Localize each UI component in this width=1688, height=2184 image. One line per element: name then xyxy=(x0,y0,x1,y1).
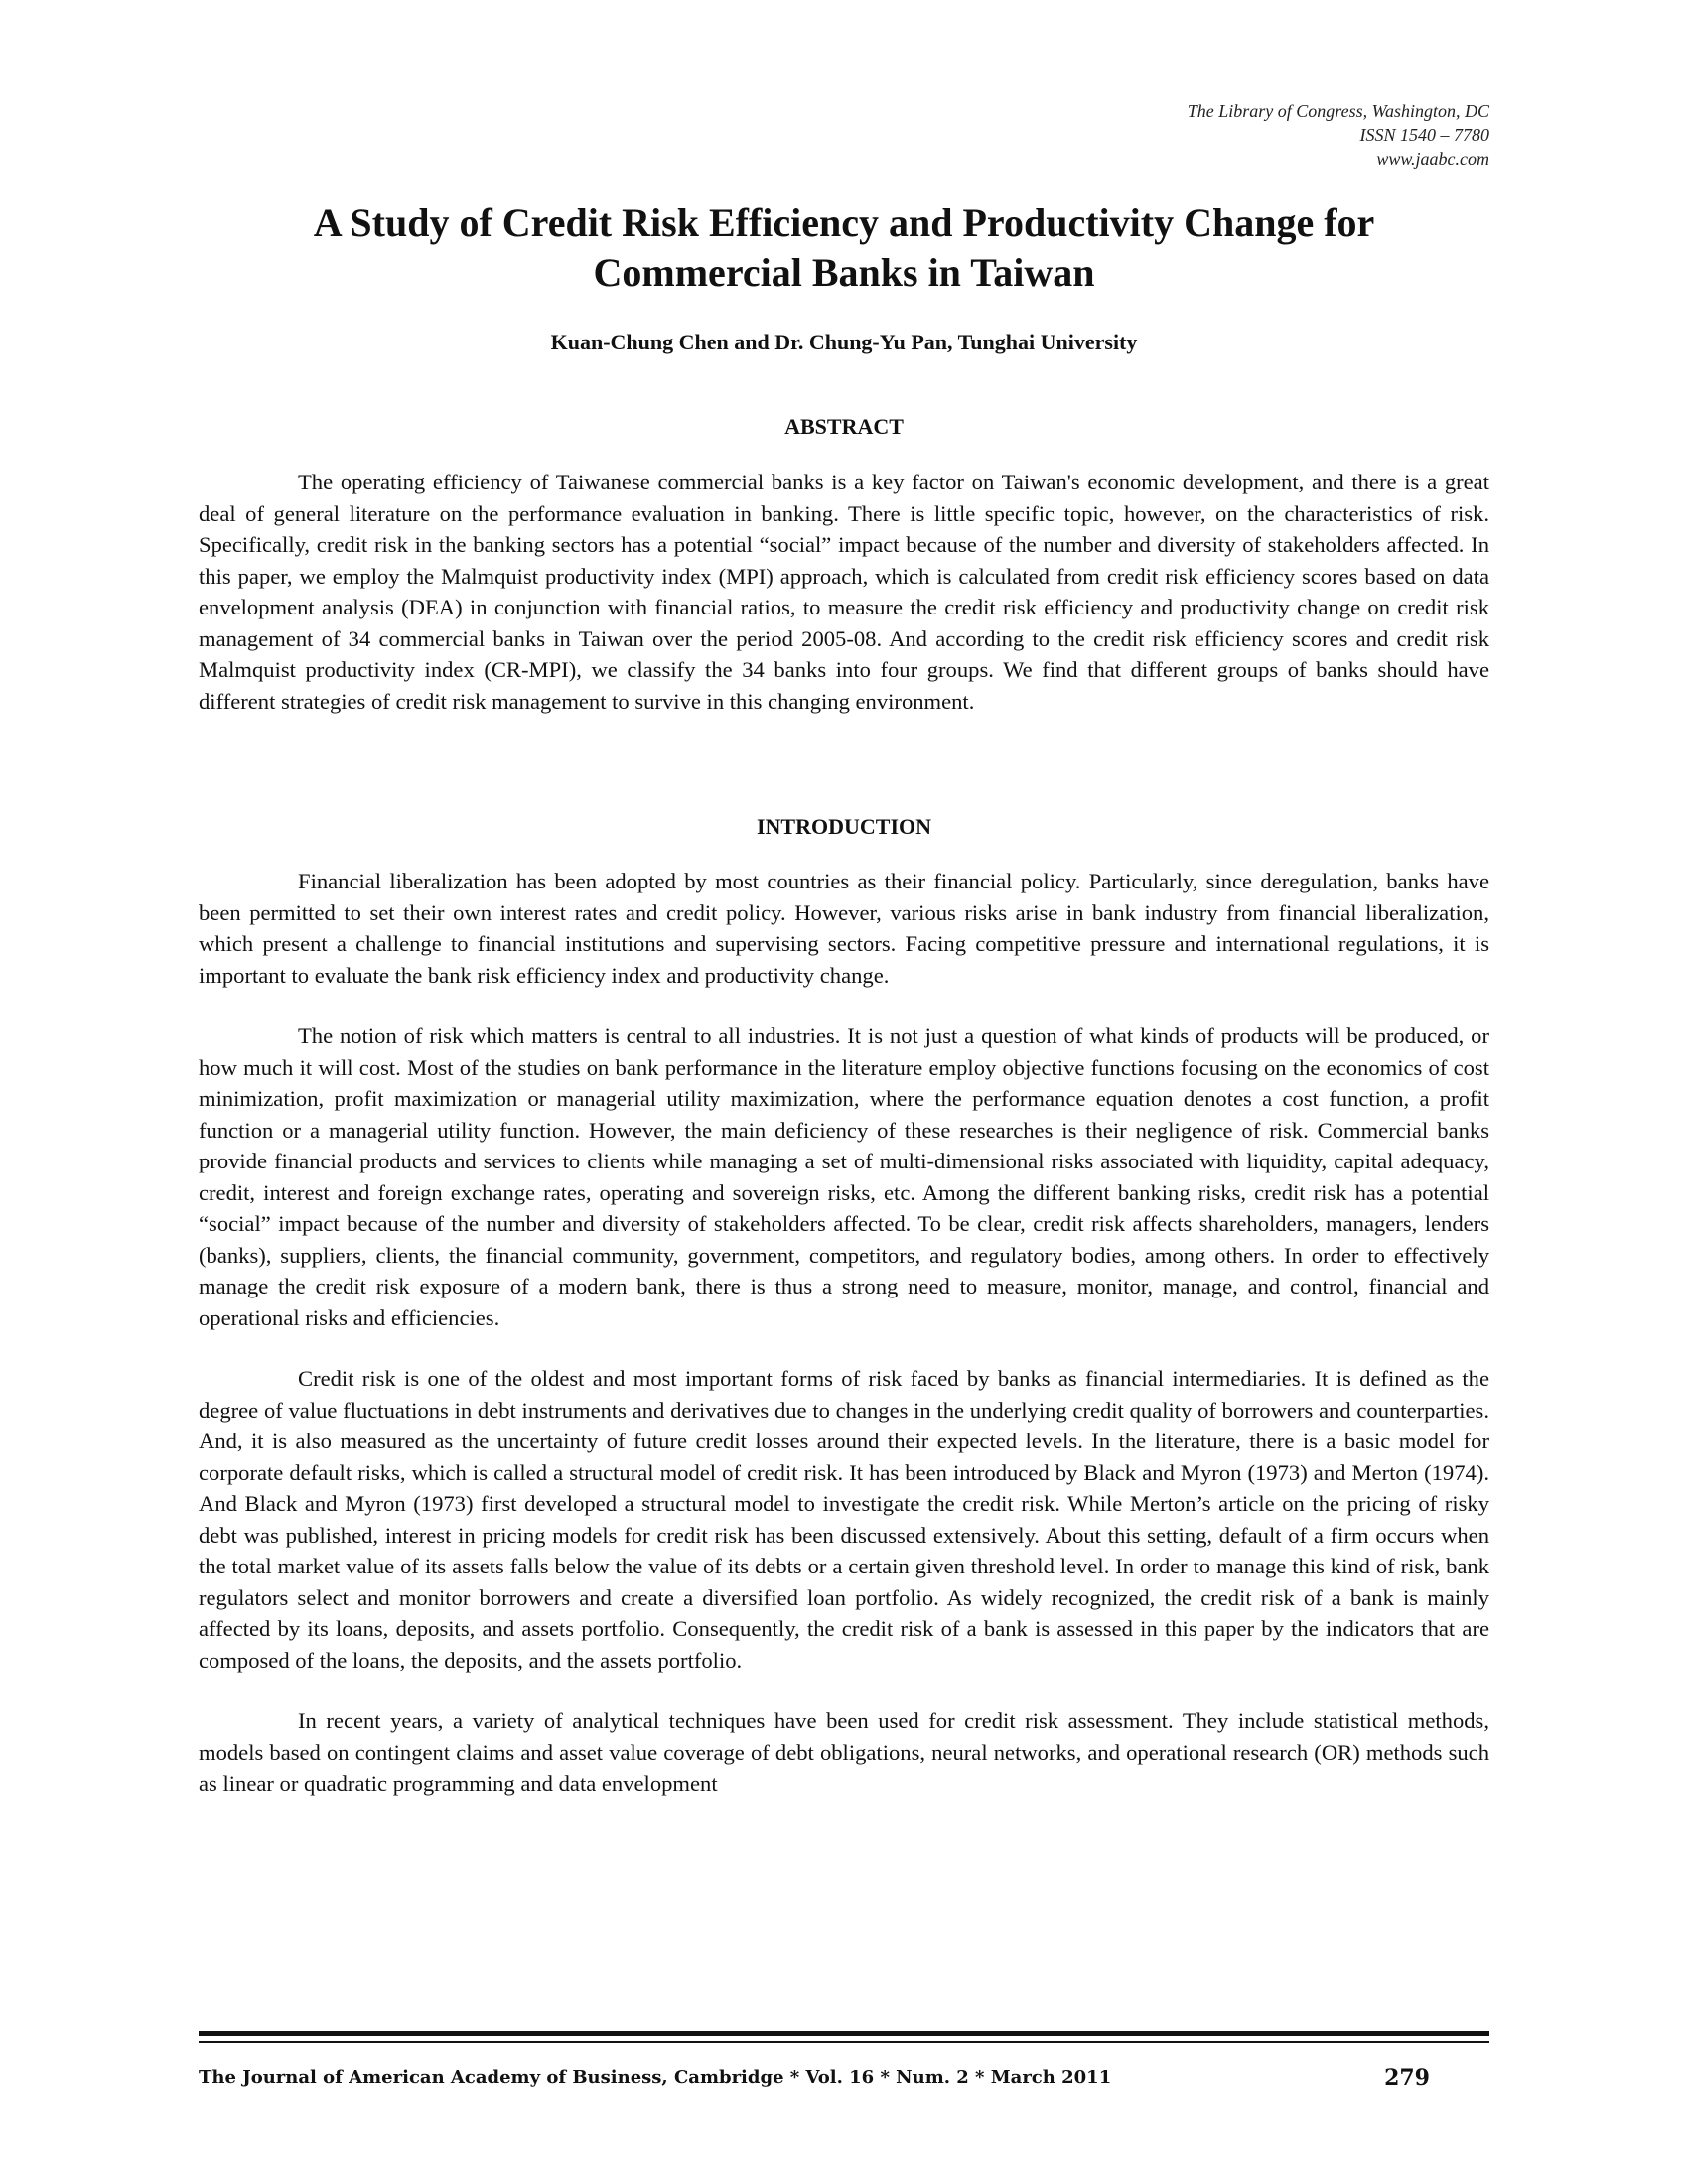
intro-paragraph-1: Financial liberalization has been adopted by most countries as their financial policy. Particularly, since deregulation, banks have been permitted to set their own interest rates and credit policy. However, various risks arise in bank industry from financial liberalization, which present a challenge to financial institutions and supervising sectors. Facing competitive pressure and international regulations, it is important to evaluate the bank risk efficiency index and productivity change. xyxy=(199,869,1489,988)
header-issn: ISSN 1540 – 7780 xyxy=(1359,125,1489,145)
header-website: www.jaabc.com xyxy=(1376,149,1489,169)
abstract-section xyxy=(199,467,1489,717)
intro-paragraph-2: The notion of risk which matters is central to all industries. It is not just a question of what kinds of products will be produced, or how much it will cost. Most of the studies on bank performance in the literature employ objective functions focusing on the economics of cost minimization, profit maximization or managerial utility maximization, where the performance equation denotes a cost function, a profit function or a managerial utility function. However, the main deficiency of these researches is their negligence of risk. Commercial banks provide financial products and services to clients while managing a set of multi-dimensional risks associated with liquidity, capital adequacy, credit, interest and foreign exchange rates, operating and sovereign risks, etc. Among the different banking risks, credit risk has a potential “social” impact because of the number and diversity of stakeholders affected. To be clear, credit risk affects shareholders, managers, lenders (banks), suppliers, clients, the financial community, government, competitors, and regulatory bodies, among others. In order to effectively manage the credit risk exposure of a modern bank, there is thus a strong need to measure, monitor, manage, and control, financial and operational risks and efficiencies. xyxy=(199,1024,1489,1330)
introduction-section xyxy=(199,866,1489,1800)
running-footer xyxy=(199,2065,1430,2091)
author-line: Kuan-Chung Chen and Dr. Chung-Yu Pan, Tunghai University xyxy=(550,330,1138,354)
abstract-heading: ABSTRACT xyxy=(784,414,904,439)
footer-journal: The Journal of American Academy of Business, Cambridge * Vol. 16 * Num. 2 * March 2011 xyxy=(199,2067,1112,2088)
title-line-2: Commercial Banks in Taiwan xyxy=(593,250,1095,295)
intro-paragraph-4: In recent years, a variety of analytical techniques have been used for credit risk assessment. They include statistical methods, models based on contingent claims and asset value coverage of debt obligations, neural networks, and operational research (OR) methods such as linear or quadratic programming and data envelopment xyxy=(199,1708,1489,1796)
paper-title xyxy=(199,199,1489,298)
paper-page xyxy=(199,0,1489,2184)
abstract-paragraph: The operating efficiency of Taiwanese commercial banks is a key factor on Taiwan's economic development, and there is a great deal of general literature on the performance evaluation in banking. There is little specific topic, however, on the characteristics of risk. Specifically, credit risk in the banking sectors has a potential “social” impact because of the number and diversity of stakeholders affected. In this paper, we employ the Malmquist productivity index (MPI) approach, which is calculated from credit risk efficiency scores based on data envelopment analysis (DEA) in conjunction with financial ratios, to measure the credit risk efficiency and productivity change on credit risk management of 34 commercial banks in Taiwan over the period 2005-08. And according to the credit risk efficiency scores and credit risk Malmquist productivity index (CR-MPI), we classify the 34 banks into four groups. We find that different groups of banks should have different strategies of credit risk management to survive in this changing environment. xyxy=(199,470,1489,714)
footer-rule-thin xyxy=(199,2041,1489,2043)
intro-paragraph-3: Credit risk is one of the oldest and most important forms of risk faced by banks as financial intermediaries. It is defined as the degree of value fluctuations in debt instruments and derivatives due to changes in the underlying credit quality of borrowers and counterparties. And, it is also measured as the uncertainty of future credit losses around their expected levels. In the literature, there is a basic model for corporate default risks, which is called a structural model of credit risk. It has been introduced by Black and Myron (1973) and Merton (1974). And Black and Myron (1973) first developed a structural model to investigate the credit risk. While Merton’s article on the pricing of risky debt was published, interest in pricing models for credit risk has been discussed extensively. About this setting, default of a firm occurs when the total market value of its assets falls below the value of its debts or a certain given threshold level. In order to manage this kind of risk, bank regulators select and monitor borrowers and create a diversified loan portfolio. As widely recognized, the credit risk of a bank is mainly affected by its loans, deposits, and assets portfolio. Consequently, the credit risk of a bank is assessed in this paper by the indicators that are composed of the loans, the deposits, and the assets portfolio. xyxy=(199,1366,1489,1673)
title-line-1: A Study of Credit Risk Efficiency and Productivity Change for xyxy=(313,201,1375,245)
running-header xyxy=(1188,99,1489,171)
footer-rule-thick xyxy=(199,2031,1489,2036)
introduction-heading: INTRODUCTION xyxy=(756,814,932,839)
page-number: 279 xyxy=(1384,2065,1430,2091)
header-publisher: The Library of Congress, Washington, DC xyxy=(1187,101,1489,121)
